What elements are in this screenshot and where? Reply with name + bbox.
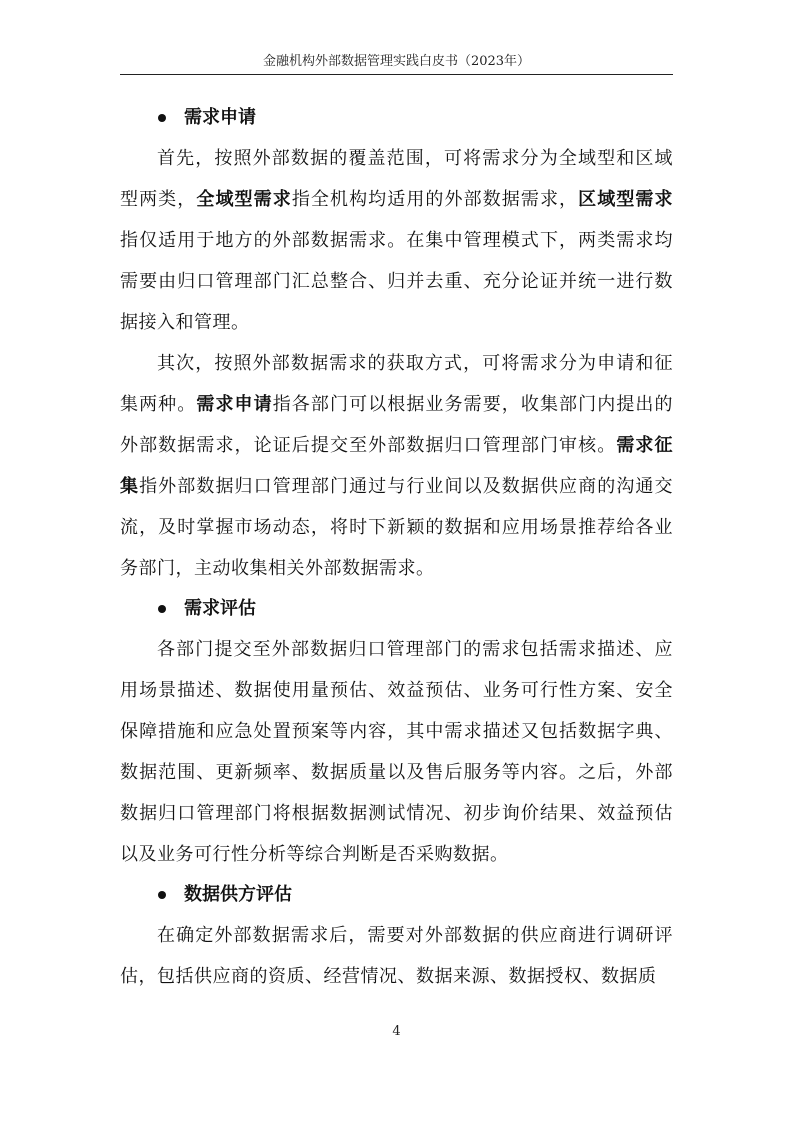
bold-term: 需求征集 <box>120 435 674 497</box>
section-heading-text: 数据供方评估 <box>184 884 292 905</box>
page-header: 金融机构外部数据管理实践白皮书（2023年） <box>120 52 673 75</box>
bold-term: 全域型需求 <box>196 189 292 210</box>
section-heading-text: 需求评估 <box>184 598 256 619</box>
page-number: 4 <box>392 1024 401 1039</box>
section-heading-demand-evaluation <box>120 589 673 629</box>
bullet-icon <box>158 114 166 122</box>
section-heading-text: 需求申请 <box>184 107 256 128</box>
bold-term: 区域型需求 <box>578 189 674 210</box>
paragraph-text: 首先，按照外部数据的覆盖范围，可将需求分为全域型和区域型两类， <box>120 148 673 210</box>
paragraph-text: 其次，按照外部数据需求的获取方式，可将需求分为申请和征集两种。 <box>120 353 673 415</box>
document-body <box>120 98 673 997</box>
paragraph <box>120 138 673 343</box>
section-heading-demand-application <box>120 98 673 138</box>
section-heading-supplier-evaluation <box>120 875 673 915</box>
paragraph <box>120 343 673 589</box>
bullet-icon <box>158 605 166 613</box>
paragraph-text: 指各部门可以根据业务需要，收集部门内提出的外部数据需求，论证后提交至外部数据归口管理部门审核。 <box>120 394 674 456</box>
paragraph-text: 指外部数据归口管理部门通过与行业间以及数据供应商的沟通交流，及时掌握市场动态，将时下新颖的数据和应用场景推荐给各业务部门，主动收集相关外部数据需求。 <box>120 476 674 579</box>
paragraph-text: 指仅适用于地方的外部数据需求。在集中管理模式下，两类需求均需要由归口管理部门汇总整合、归并去重、充分论证并统一进行数据接入和管理。 <box>120 230 673 333</box>
bold-term: 需求申请 <box>196 394 273 415</box>
paragraph-text: 指全机构均适用的外部数据需求， <box>291 189 579 210</box>
paragraph: 各部门提交至外部数据归口管理部门的需求包括需求描述、应用场景描述、数据使用量预估、效益预估、业务可行性方案、安全保障措施和应急处置预案等内容，其中需求描述又包括数据字典、数据范围、更新频率、数据质量以及售后服务等内容。之后，外部数据归口管理部门将根据数据测试情况、初步询价结果、效益预估以及业务可行性分析等综合判断是否采购数据。 <box>120 639 673 865</box>
bullet-icon <box>158 891 166 899</box>
paragraph: 在确定外部数据需求后，需要对外部数据的供应商进行调研评估，包括供应商的资质、经营情况、数据来源、数据授权、数据质 <box>120 925 673 987</box>
